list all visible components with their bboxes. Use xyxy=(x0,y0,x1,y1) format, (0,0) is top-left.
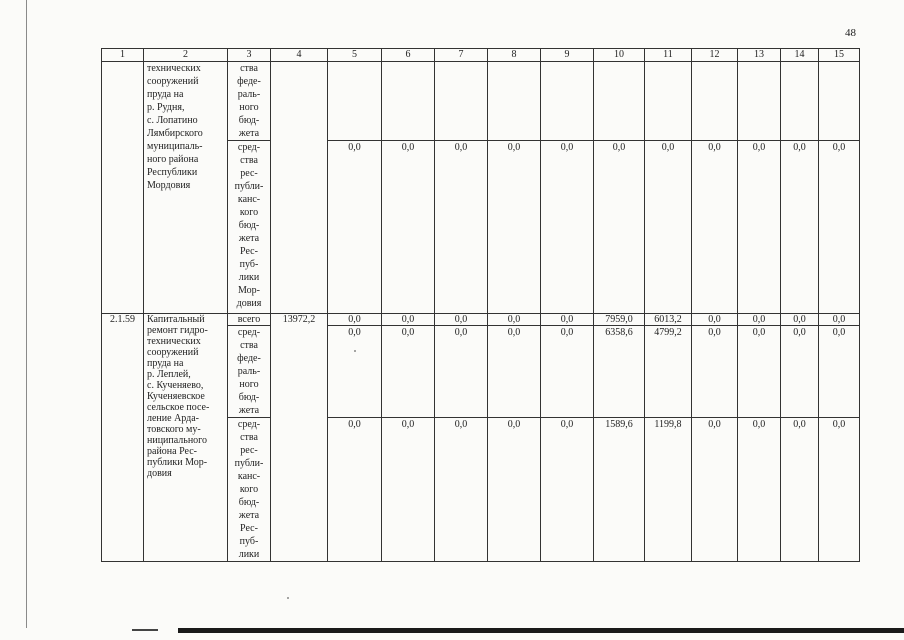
cell-text-line: публи- xyxy=(234,181,264,192)
value-cell: 0,0 xyxy=(328,326,382,418)
value-cell: 0,0 xyxy=(645,141,692,314)
value-cell: 0,0 xyxy=(738,418,781,562)
cell-text-line: пуб- xyxy=(239,259,259,270)
value-cell: 0,0 xyxy=(382,314,435,326)
source-label-cell xyxy=(228,62,271,141)
cell-text-line: бюд- xyxy=(238,497,260,508)
cell-text-line: Капитальный xyxy=(147,314,205,325)
value-cell: 6013,2 xyxy=(645,314,692,326)
cell-text-line: жета xyxy=(238,128,260,139)
cell-text-line: ремонт гидро- xyxy=(147,325,208,336)
cell-text-line: ление Арда- xyxy=(147,413,200,424)
scan-speck xyxy=(287,597,289,599)
value-cell: 0,0 xyxy=(781,314,819,326)
cell-text-line: пруда на xyxy=(147,89,184,100)
column-header: 6 xyxy=(382,49,435,62)
value-cell: 0,0 xyxy=(435,141,488,314)
value-cell: 0,0 xyxy=(781,141,819,314)
cell-text-line: сред- xyxy=(237,419,261,430)
value-cell: 1199,8 xyxy=(645,418,692,562)
column-header: 15 xyxy=(819,49,860,62)
value-cell: 0,0 xyxy=(781,326,819,418)
scan-mark xyxy=(132,629,158,631)
value-cell: 0,0 xyxy=(382,326,435,418)
cell-text-line: Мордовия xyxy=(147,180,191,191)
cell-text-line: жета xyxy=(238,405,260,416)
cell-text-line: р. Рудня, xyxy=(147,102,185,113)
source-label-cell xyxy=(228,141,271,314)
source-label-cell xyxy=(228,326,271,418)
cell-text-line: Рес- xyxy=(240,523,258,534)
cell-text-line: раль- xyxy=(237,89,261,100)
cell-text-line: жета xyxy=(238,510,260,521)
cell-text-line: пруда на xyxy=(147,358,184,369)
value-cell: 0,0 xyxy=(541,141,594,314)
column-header: 12 xyxy=(692,49,738,62)
cell-text-line: рес- xyxy=(240,168,258,179)
column-header: 1 xyxy=(102,49,144,62)
cell-text-line: канс- xyxy=(237,194,261,205)
cell-text-line: канс- xyxy=(237,471,261,482)
column-header: 3 xyxy=(228,49,271,62)
value-cell: 0,0 xyxy=(738,141,781,314)
value-cell: 0,0 xyxy=(738,326,781,418)
cell-text-line: ного xyxy=(239,102,259,113)
cell-text-line: сооружений xyxy=(147,76,199,87)
cell-text-line: довия xyxy=(147,468,172,479)
value-cell: 0,0 xyxy=(692,326,738,418)
cell-text-line: феде- xyxy=(237,353,261,364)
cell-text-line: феде- xyxy=(237,76,261,87)
cell-text-line: технических xyxy=(147,336,201,347)
value-cell: 0,0 xyxy=(541,314,594,326)
table-row xyxy=(102,62,860,141)
value-cell: 0,0 xyxy=(328,418,382,562)
cell-text-line: ства xyxy=(240,340,258,351)
value-cell: 0,0 xyxy=(382,418,435,562)
column-header: 10 xyxy=(594,49,645,62)
total-value-cell xyxy=(271,62,328,314)
column-header: 13 xyxy=(738,49,781,62)
cell-text-line: технических xyxy=(147,63,201,74)
cell-text-line: лики xyxy=(238,549,260,560)
cell-text-line: Мор- xyxy=(238,285,260,296)
value-cell: 0,0 xyxy=(541,418,594,562)
budget-table xyxy=(101,48,860,562)
value-cell: 0,0 xyxy=(435,314,488,326)
table-row xyxy=(102,314,860,326)
cell-text-line: довия xyxy=(236,298,262,309)
value-cell: 6358,6 xyxy=(594,326,645,418)
cell-text-line: бюд- xyxy=(238,220,260,231)
source-label-cell: всего xyxy=(228,314,271,326)
cell-text-line: района Рес- xyxy=(147,446,197,457)
value-cell: 0,0 xyxy=(541,326,594,418)
cell-text-line: публи- xyxy=(234,458,264,469)
cell-text-line: с. Кученяево, xyxy=(147,380,204,391)
value-cell: 1589,6 xyxy=(594,418,645,562)
value-cell: 7959,0 xyxy=(594,314,645,326)
value-cell: 0,0 xyxy=(328,314,382,326)
cell-text-line: рес- xyxy=(240,445,258,456)
value-cell: 0,0 xyxy=(488,314,541,326)
row-number-cell: 2.1.59 xyxy=(102,314,144,562)
cell-text-line: кого xyxy=(239,484,259,495)
row-number-cell xyxy=(102,62,144,314)
cell-text-line: ного района xyxy=(147,154,199,165)
value-cell: 0,0 xyxy=(819,418,860,562)
cell-text-line: муниципаль- xyxy=(147,141,203,152)
cell-text-line: с. Лопатино xyxy=(147,115,198,126)
value-cell: 0,0 xyxy=(692,314,738,326)
value-cell: 0,0 xyxy=(819,314,860,326)
value-cell: 0,0 xyxy=(692,141,738,314)
column-header: 7 xyxy=(435,49,488,62)
cell-text-line: ного xyxy=(239,379,259,390)
column-header: 8 xyxy=(488,49,541,62)
value-cell: 0,0 xyxy=(781,418,819,562)
value-cell: 0,0 xyxy=(382,141,435,314)
cell-text-line: пуб- xyxy=(239,536,259,547)
cell-text-line: жета xyxy=(238,233,260,244)
cell-text-line: товского му- xyxy=(147,424,201,435)
value-cell: 0,0 xyxy=(488,418,541,562)
cell-text-line: сред- xyxy=(237,327,261,338)
value-cell: 0,0 xyxy=(488,141,541,314)
column-header: 5 xyxy=(328,49,382,62)
cell-text-line: лики xyxy=(238,272,260,283)
column-header: 11 xyxy=(645,49,692,62)
value-cell: 0,0 xyxy=(819,141,860,314)
cell-text-line: Республики xyxy=(147,167,198,178)
value-cell: 0,0 xyxy=(328,141,382,314)
source-label-cell xyxy=(228,418,271,562)
cell-text-line: сред- xyxy=(237,142,261,153)
cell-text-line: бюд- xyxy=(238,115,260,126)
cell-text-line: ниципального xyxy=(147,435,208,446)
cell-text-line: р. Леплей, xyxy=(147,369,191,380)
value-cell: 0,0 xyxy=(692,418,738,562)
cell-text-line: раль- xyxy=(237,366,261,377)
header-row xyxy=(102,49,860,62)
cell-text-line: Лямбирского xyxy=(147,128,203,139)
column-header: 14 xyxy=(781,49,819,62)
page-number: 48 xyxy=(845,27,856,39)
cell-text-line: ства xyxy=(240,432,258,443)
total-value-cell: 13972,2 xyxy=(271,314,328,562)
scan-bottom-bar xyxy=(178,628,904,633)
cell-text-line: Кученяевское xyxy=(147,391,205,402)
object-name-cell xyxy=(144,62,228,314)
value-cell: 0,0 xyxy=(738,314,781,326)
value-cell: 0,0 xyxy=(435,326,488,418)
cell-text-line: сельское посе- xyxy=(147,402,210,413)
value-cell: 0,0 xyxy=(488,326,541,418)
cell-text-line: кого xyxy=(239,207,259,218)
scan-speck xyxy=(354,350,356,352)
column-header: 2 xyxy=(144,49,228,62)
object-name-cell xyxy=(144,314,228,562)
value-cell: 4799,2 xyxy=(645,326,692,418)
column-header: 9 xyxy=(541,49,594,62)
cell-text-line: ства xyxy=(240,155,258,166)
cell-text-line: ства xyxy=(240,63,258,74)
cell-text-line: бюд- xyxy=(238,392,260,403)
cell-text-line: сооружений xyxy=(147,347,199,358)
value-cell: 0,0 xyxy=(819,326,860,418)
cell-text-line: Рес- xyxy=(240,246,258,257)
column-header: 4 xyxy=(271,49,328,62)
cell-text-line: публики Мор- xyxy=(147,457,208,468)
scan-left-edge xyxy=(26,0,27,628)
value-cell: 0,0 xyxy=(594,141,645,314)
value-cell: 0,0 xyxy=(435,418,488,562)
